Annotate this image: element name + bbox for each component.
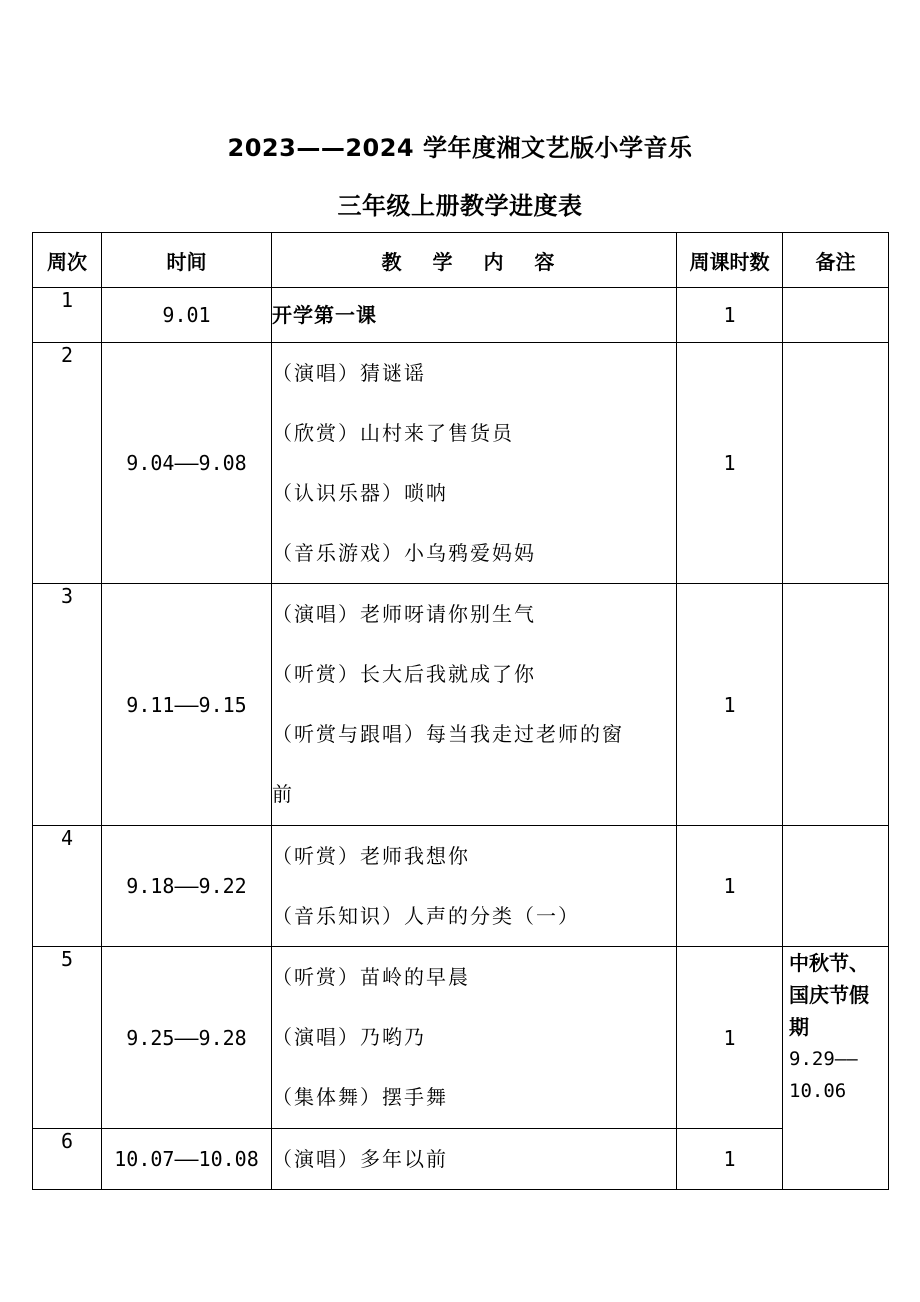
- lesson-item: （演唱）猜谜谣: [272, 361, 426, 385]
- lesson-item: （听赏与跟唱）每当我走过老师的窗: [272, 722, 624, 746]
- table-header-row: [33, 233, 889, 288]
- lesson-item: （演唱）多年以前: [272, 1147, 448, 1171]
- holiday-label: 国庆节假: [789, 983, 869, 1007]
- page-title: 2023——2024 学年度湘文艺版小学音乐: [227, 134, 693, 162]
- header-content: 教 学 内 容: [272, 233, 677, 288]
- lesson-item: 前: [272, 782, 294, 806]
- week-cell: 1: [33, 288, 102, 343]
- hours-cell: 1: [677, 826, 783, 947]
- table-row: [33, 826, 889, 947]
- table-row: [33, 343, 889, 584]
- content-cell: [272, 947, 677, 1129]
- lesson-item: （认识乐器）唢呐: [272, 481, 448, 505]
- lesson-item: （听赏）老师我想你: [272, 844, 470, 868]
- content-cell: [272, 584, 677, 826]
- lesson-item: （音乐知识）人声的分类（一）: [272, 904, 580, 928]
- holiday-label: 中秋节、: [789, 951, 869, 975]
- week-cell: 3: [33, 584, 102, 826]
- remark-cell: [783, 343, 889, 584]
- table-row: [33, 288, 889, 343]
- week-cell: 2: [33, 343, 102, 584]
- holiday-date: 10.06: [789, 1080, 847, 1102]
- lesson-item: （听赏）长大后我就成了你: [272, 662, 536, 686]
- content-cell: [272, 343, 677, 584]
- holiday-remark-cell: [783, 947, 889, 1190]
- lesson-item: （集体舞）摆手舞: [272, 1085, 448, 1109]
- week-cell: 6: [33, 1129, 102, 1190]
- lesson-item: （音乐游戏）小乌鸦爱妈妈: [272, 541, 536, 565]
- page-subtitle: 三年级上册教学进度表: [337, 192, 583, 220]
- time-cell: 9.18——9.22: [102, 826, 272, 947]
- holiday-label: 期: [789, 1015, 809, 1039]
- lesson-item: （听赏）苗岭的早晨: [272, 965, 470, 989]
- content-cell: [272, 1129, 677, 1190]
- time-cell: 9.11——9.15: [102, 584, 272, 826]
- holiday-date: 9.29——: [789, 1048, 858, 1070]
- remark-cell: [783, 826, 889, 947]
- time-cell: 9.25——9.28: [102, 947, 272, 1129]
- lesson-item: （欣赏）山村来了售货员: [272, 421, 514, 445]
- remark-cell: [783, 584, 889, 826]
- table-row: [33, 947, 889, 1129]
- content-cell: [272, 826, 677, 947]
- schedule-table: [32, 232, 889, 1190]
- content-cell: [272, 288, 677, 343]
- remark-cell: [783, 288, 889, 343]
- hours-cell: 1: [677, 1129, 783, 1190]
- hours-cell: 1: [677, 288, 783, 343]
- lesson-item: 开学第一课: [272, 303, 377, 327]
- header-time: 时间: [102, 233, 272, 288]
- header-hours: 周课时数: [677, 233, 783, 288]
- time-cell: 9.01: [102, 288, 272, 343]
- header-remark: 备注: [783, 233, 889, 288]
- hours-cell: 1: [677, 584, 783, 826]
- table-row: [33, 584, 889, 826]
- time-cell: 9.04——9.08: [102, 343, 272, 584]
- hours-cell: 1: [677, 343, 783, 584]
- lesson-item: （演唱）老师呀请你别生气: [272, 602, 536, 626]
- week-cell: 4: [33, 826, 102, 947]
- header-week: 周次: [33, 233, 102, 288]
- table-row: [33, 1129, 889, 1190]
- lesson-item: （演唱）乃哟乃: [272, 1025, 426, 1049]
- week-cell: 5: [33, 947, 102, 1129]
- time-cell: 10.07——10.08: [102, 1129, 272, 1190]
- hours-cell: 1: [677, 947, 783, 1129]
